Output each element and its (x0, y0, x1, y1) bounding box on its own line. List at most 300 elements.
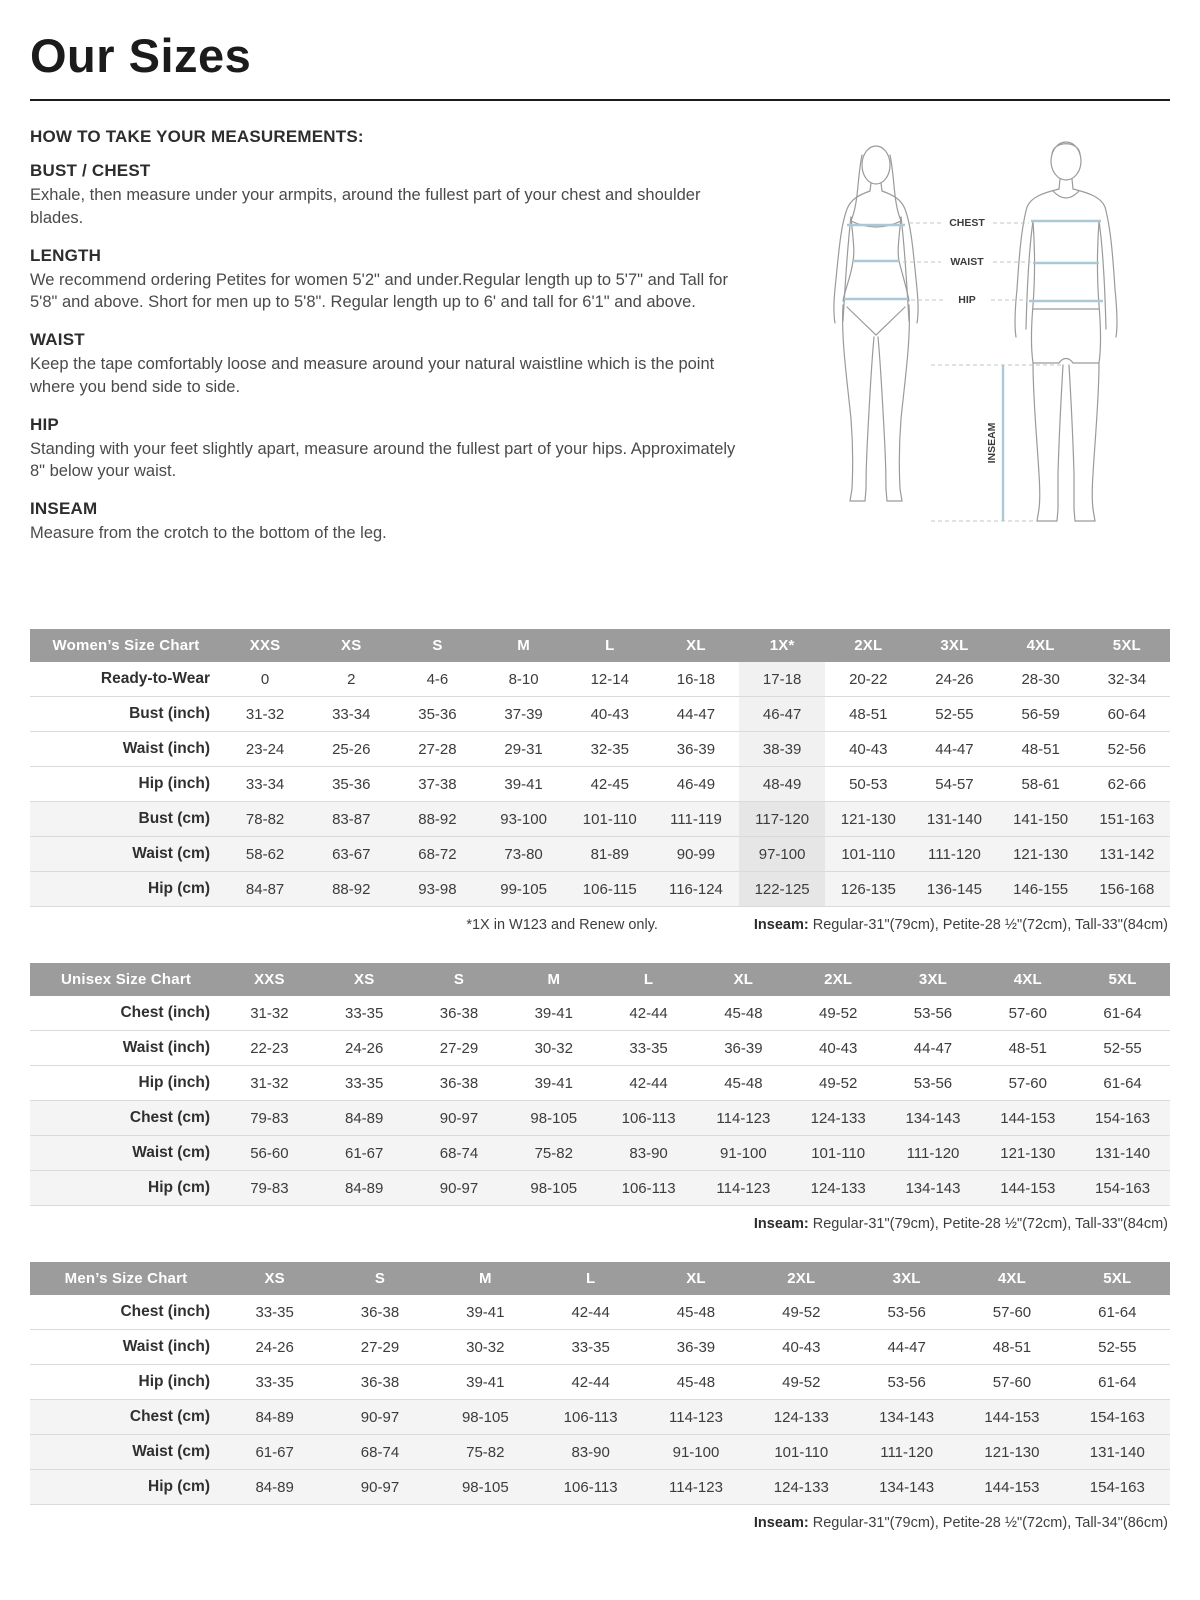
body-measurement-diagram-icon (781, 129, 1161, 599)
size-cell: 17-18 (739, 662, 825, 697)
chart-title: Women’s Size Chart (30, 629, 222, 662)
column-header: L (567, 629, 653, 662)
header-row (30, 1262, 1170, 1295)
size-cell: 36-38 (360, 1303, 400, 1321)
size-cell: 98-105 (461, 1408, 509, 1426)
table-row (30, 1031, 1170, 1066)
column-header: XS (308, 629, 394, 662)
row-label: Hip (inch) (138, 1074, 210, 1091)
size-cell: 122-125 (739, 872, 825, 907)
size-cell: 58-62 (245, 845, 285, 863)
size-cell: 90-97 (439, 1109, 479, 1127)
size-cell: 91-100 (672, 1443, 720, 1461)
instruction-hip (30, 415, 752, 484)
size-cell: 39-41 (534, 1074, 573, 1092)
size-cell: 83-90 (571, 1443, 610, 1461)
size-cell: 45-48 (724, 1074, 763, 1092)
unisex-chart-footnote (30, 1216, 1170, 1232)
size-cell: 63-67 (332, 845, 371, 863)
size-cell: 52-55 (1098, 1338, 1137, 1356)
header-row (30, 963, 1170, 996)
row-label: Bust (inch) (129, 705, 210, 722)
size-cell: 30-32 (534, 1039, 573, 1057)
size-cell: 33-35 (345, 1004, 384, 1022)
column-header: XXS (222, 629, 308, 662)
size-cell: 144-153 (1000, 1109, 1056, 1127)
size-cell: 40-43 (590, 705, 629, 723)
size-cell: 49-52 (782, 1303, 821, 1321)
size-cell: 124-133 (810, 1179, 866, 1197)
size-cell: 48-51 (1008, 1039, 1047, 1057)
size-cell: 33-34 (332, 705, 371, 723)
table-row (30, 872, 1170, 907)
size-cell: 45-48 (676, 1303, 716, 1321)
size-cell: 24-26 (255, 1338, 294, 1356)
row-label: Hip (inch) (138, 775, 210, 792)
size-cell: 30-32 (466, 1338, 505, 1356)
size-cell: 0 (260, 670, 270, 688)
size-cell: 61-67 (345, 1144, 384, 1162)
size-cell: 57-60 (1008, 1074, 1047, 1092)
size-cell: 121-130 (840, 810, 896, 828)
size-cell: 101-110 (841, 845, 896, 863)
size-cell: 27-28 (418, 740, 457, 758)
column-header: S (412, 963, 507, 996)
size-cell: 136-145 (926, 880, 982, 898)
size-cell: 114-123 (716, 1109, 771, 1127)
size-cell: 141-150 (1013, 810, 1069, 828)
size-cell: 101-110 (582, 810, 637, 828)
row-label: Hip (cm) (148, 1478, 210, 1495)
row-label: Hip (cm) (148, 880, 210, 897)
page-title: Our Sizes (30, 29, 252, 82)
size-cell: 124-133 (773, 1408, 829, 1426)
size-cell: 93-100 (500, 810, 547, 828)
size-cell: 75-82 (534, 1144, 573, 1162)
chart-title: Men’s Size Chart (30, 1262, 222, 1295)
instruction-inseam (30, 499, 752, 545)
size-cell: 42-45 (590, 775, 629, 793)
size-cell: 45-48 (676, 1373, 716, 1391)
table-row (30, 1295, 1170, 1330)
instruction-body: Keep the tape comfortably loose and measure around your natural waistline which is the point where you bend side to side. (30, 355, 715, 396)
table-row (30, 1136, 1170, 1171)
size-cell: 116-124 (668, 880, 723, 898)
size-cell: 36-38 (439, 1074, 479, 1092)
table-row (30, 1101, 1170, 1136)
size-cell: 156-168 (1099, 880, 1155, 898)
size-cell: 144-153 (984, 1478, 1040, 1496)
size-cell: 44-47 (676, 705, 716, 723)
row-label: Chest (cm) (129, 1109, 210, 1126)
size-cell: 106-113 (563, 1478, 618, 1496)
column-header: L (538, 1262, 643, 1295)
size-cell: 32-34 (1107, 670, 1147, 688)
size-cell: 93-98 (418, 880, 457, 898)
size-cell: 88-92 (332, 880, 371, 898)
mens-chart-footnote (30, 1515, 1170, 1531)
size-cell: 22-23 (250, 1039, 289, 1057)
size-cell: 99-105 (500, 880, 547, 898)
table-row (30, 1171, 1170, 1206)
size-cell: 36-39 (724, 1039, 763, 1057)
size-cell: 154-163 (1089, 1408, 1145, 1426)
column-header: 1X* (739, 629, 825, 662)
size-cell: 124-133 (773, 1478, 829, 1496)
instruction-title: BUST / CHEST (30, 161, 151, 180)
size-cell: 60-64 (1107, 705, 1147, 723)
chest-label: CHEST (949, 217, 985, 229)
size-cell: 84-87 (245, 880, 285, 898)
chart-title: Unisex Size Chart (30, 963, 222, 996)
column-header: L (601, 963, 696, 996)
table-row (30, 1330, 1170, 1365)
inseam-note (754, 917, 1168, 933)
size-cell: 40-43 (782, 1338, 821, 1356)
instruction-title: LENGTH (30, 245, 102, 265)
size-cell: 42-44 (629, 1074, 668, 1092)
row-label: Waist (inch) (122, 1039, 210, 1056)
size-cell: 68-74 (439, 1144, 479, 1162)
mens-size-chart-table (30, 1262, 1170, 1505)
size-cell: 91-100 (720, 1144, 767, 1162)
size-cell: 42-44 (629, 1004, 668, 1022)
size-cell: 98-105 (530, 1179, 578, 1197)
table-row (30, 1365, 1170, 1400)
size-cell: 111-120 (906, 1144, 960, 1162)
table-row (30, 767, 1170, 802)
size-cell: 49-52 (818, 1004, 858, 1022)
row-label: Waist (cm) (132, 845, 210, 862)
instruction-body: Exhale, then measure under your armpits, around the fullest part of your chest and shoulder blades. (30, 186, 701, 227)
column-header: XL (696, 963, 791, 996)
size-cell: 37-38 (418, 775, 457, 793)
inseam-note-text: Regular-31"(79cm), Petite-28 ½"(72cm), Tall-33"(84cm) (808, 1216, 1168, 1232)
table-row (30, 697, 1170, 732)
size-cell: 97-100 (739, 837, 825, 872)
one-x-note: *1X in W123 and Renew only. (466, 917, 658, 933)
size-cell: 39-41 (466, 1303, 505, 1321)
size-cell: 61-64 (1103, 1074, 1142, 1092)
row-label: Chest (cm) (129, 1408, 210, 1425)
size-cell: 33-35 (255, 1373, 294, 1391)
size-cell: 29-31 (504, 740, 543, 758)
column-header: 2XL (791, 963, 886, 996)
size-cell: 83-87 (332, 810, 371, 828)
size-cell: 106-113 (621, 1109, 676, 1127)
size-cell: 37-39 (504, 705, 543, 723)
size-cell: 33-34 (245, 775, 285, 793)
table-row (30, 662, 1170, 697)
size-cell: 44-47 (935, 740, 974, 758)
column-header: S (327, 1262, 432, 1295)
column-header: XL (653, 629, 739, 662)
inseam-note-label: Inseam: (753, 1216, 809, 1232)
column-header: 4XL (959, 1262, 1064, 1295)
size-cell: 27-29 (360, 1338, 400, 1356)
size-cell: 31-32 (245, 705, 285, 723)
size-cell: 36-38 (360, 1373, 400, 1391)
row-label: Chest (inch) (120, 1303, 210, 1320)
size-cell: 101-110 (774, 1443, 829, 1461)
inseam-note-text: Regular-31"(79cm), Petite-28 ½"(72cm), Tall-33"(84cm) (808, 917, 1168, 933)
size-cell: 131-140 (1089, 1443, 1145, 1461)
instruction-title: INSEAM (30, 499, 98, 519)
unisex-size-chart-table (30, 963, 1170, 1206)
table-row (30, 996, 1170, 1031)
size-cell: 126-135 (840, 880, 896, 898)
size-cell: 84-89 (345, 1179, 384, 1197)
size-cell: 54-57 (935, 775, 974, 793)
size-cell: 24-26 (935, 670, 974, 688)
size-cell: 131-140 (926, 810, 982, 828)
womens-size-chart-section (30, 629, 1170, 933)
size-cell: 12-14 (590, 670, 629, 688)
size-cell: 46-47 (739, 697, 825, 732)
size-cell: 49-52 (782, 1373, 821, 1391)
table-row (30, 1400, 1170, 1435)
size-cell: 39-41 (466, 1373, 505, 1391)
column-header: 5XL (1075, 963, 1170, 996)
table-row (30, 732, 1170, 767)
size-cell: 79-83 (250, 1179, 289, 1197)
table-row (30, 802, 1170, 837)
instructions-heading: HOW TO TAKE YOUR MEASUREMENTS: (30, 127, 364, 146)
inseam-note-label: Inseam: (753, 1515, 809, 1531)
table-row (30, 1435, 1170, 1470)
size-cell: 42-44 (571, 1373, 610, 1391)
instruction-body: Measure from the crotch to the bottom of the leg. (30, 524, 387, 543)
size-cell: 52-56 (1107, 740, 1147, 758)
instruction-title: HIP (30, 414, 59, 434)
size-cell: 98-105 (530, 1109, 578, 1127)
size-cell: 40-43 (818, 1039, 858, 1057)
size-cell: 151-163 (1099, 810, 1155, 828)
size-cell: 35-36 (418, 705, 457, 723)
size-cell: 61-64 (1103, 1004, 1142, 1022)
size-cell: 111-120 (880, 1443, 934, 1461)
mens-size-chart-section (30, 1262, 1170, 1531)
column-header: 2XL (749, 1262, 854, 1295)
waist-label: WAIST (950, 256, 984, 268)
size-cell: 90-97 (439, 1179, 479, 1197)
instructions-column (30, 127, 772, 561)
size-cell: 106-115 (582, 880, 637, 898)
size-cell: 154-163 (1095, 1179, 1151, 1197)
size-cell: 39-41 (534, 1004, 573, 1022)
womens-size-chart-table (30, 629, 1170, 907)
table-row (30, 1470, 1170, 1505)
column-header: 5XL (1065, 1262, 1170, 1295)
column-header: 3XL (854, 1262, 959, 1295)
size-cell: 44-47 (887, 1338, 926, 1356)
size-cell: 39-41 (504, 775, 543, 793)
size-cell: 31-32 (250, 1004, 289, 1022)
header-row (30, 629, 1170, 662)
size-cell: 50-53 (849, 775, 888, 793)
row-label: Waist (cm) (132, 1144, 210, 1161)
size-cell: 101-110 (811, 1144, 866, 1162)
size-cell: 134-143 (905, 1109, 961, 1127)
column-header: 5XL (1084, 629, 1170, 662)
instruction-title: WAIST (30, 330, 85, 350)
column-header: M (506, 963, 601, 996)
size-cell: 84-89 (255, 1408, 294, 1426)
size-cell: 68-72 (418, 845, 457, 863)
size-cell: 33-35 (345, 1074, 384, 1092)
size-cell: 131-142 (1099, 845, 1155, 863)
measurement-instructions-section (30, 127, 1170, 599)
instruction-body: We recommend ordering Petites for women 5'2" and under.Regular length up to 5'7" and Tall for 5'8" and above. Short for men up to 5'8". Regular length up to 6' and tall for 6'1" and above. (30, 270, 728, 312)
inseam-label: INSEAM (986, 422, 998, 464)
column-header: 4XL (998, 629, 1084, 662)
column-header: 2XL (825, 629, 911, 662)
size-cell: 57-60 (1008, 1004, 1047, 1022)
size-cell: 33-35 (255, 1303, 294, 1321)
size-cell: 33-35 (629, 1039, 668, 1057)
size-cell: 61-64 (1098, 1303, 1137, 1321)
size-cell: 154-163 (1095, 1109, 1151, 1127)
size-cell: 111-119 (670, 810, 722, 828)
size-cell: 53-56 (913, 1004, 953, 1022)
size-cell: 4-6 (426, 670, 449, 688)
size-cell: 46-49 (676, 775, 716, 793)
row-label: Hip (cm) (148, 1179, 210, 1196)
womens-chart-footnote (30, 917, 1170, 933)
instruction-bust-chest (30, 161, 752, 230)
size-cell: 134-143 (879, 1478, 935, 1496)
size-cell: 42-44 (571, 1303, 610, 1321)
column-header: 3XL (886, 963, 981, 996)
size-cell: 106-113 (621, 1179, 676, 1197)
size-cell: 124-133 (810, 1109, 866, 1127)
size-cell: 53-56 (887, 1303, 926, 1321)
size-cell: 48-51 (992, 1338, 1032, 1356)
instruction-length (30, 246, 752, 315)
size-cell: 62-66 (1107, 775, 1147, 793)
size-cell: 154-163 (1089, 1478, 1145, 1496)
size-cell: 38-39 (739, 732, 825, 767)
size-cell: 88-92 (418, 810, 457, 828)
size-cell: 75-82 (466, 1443, 505, 1461)
hip-label: HIP (958, 294, 976, 306)
size-cell: 84-89 (255, 1478, 294, 1496)
size-cell: 48-51 (1021, 740, 1060, 758)
size-cell: 36-39 (676, 1338, 716, 1356)
title-divider (30, 99, 1170, 101)
column-header: 4XL (980, 963, 1075, 996)
size-cell: 144-153 (1000, 1179, 1056, 1197)
size-cell: 90-97 (360, 1408, 400, 1426)
size-cell: 121-130 (984, 1443, 1040, 1461)
row-label: Waist (cm) (132, 1443, 210, 1460)
size-cell: 45-48 (724, 1004, 763, 1022)
size-cell: 28-30 (1021, 670, 1060, 688)
size-cell: 73-80 (504, 845, 543, 863)
row-label: Ready-to-Wear (100, 670, 210, 687)
size-cell: 78-82 (245, 810, 285, 828)
size-cell: 16-18 (676, 670, 716, 688)
inseam-note-text: Regular-31"(79cm), Petite-28 ½"(72cm), Tall-34"(86cm) (808, 1515, 1168, 1531)
column-header: S (394, 629, 480, 662)
size-cell: 57-60 (992, 1303, 1032, 1321)
size-cell: 79-83 (250, 1109, 289, 1127)
size-cell: 52-55 (1103, 1039, 1142, 1057)
size-cell: 114-123 (669, 1408, 723, 1426)
size-cell: 90-99 (676, 845, 716, 863)
size-cell: 48-51 (849, 705, 888, 723)
inseam-note (754, 1216, 1168, 1232)
size-cell: 106-113 (563, 1408, 618, 1426)
inseam-note (754, 1515, 1168, 1531)
size-cell: 131-140 (1095, 1144, 1151, 1162)
size-cell: 33-35 (571, 1338, 610, 1356)
column-header: XS (317, 963, 412, 996)
size-cell: 111-120 (928, 845, 981, 863)
size-cell: 49-52 (818, 1074, 858, 1092)
size-cell: 35-36 (332, 775, 371, 793)
size-cell: 121-130 (1013, 845, 1069, 863)
row-label: Bust (cm) (138, 810, 210, 827)
size-cell: 53-56 (887, 1373, 926, 1391)
column-header: XS (222, 1262, 327, 1295)
size-cell: 8-10 (508, 670, 539, 688)
row-label: Waist (inch) (122, 1338, 210, 1355)
size-cell: 114-123 (669, 1478, 723, 1496)
column-header: 3XL (911, 629, 997, 662)
table-row (30, 1066, 1170, 1101)
row-label: Chest (inch) (120, 1004, 210, 1021)
size-cell: 40-43 (849, 740, 888, 758)
size-cell: 61-67 (255, 1443, 294, 1461)
column-header: XXS (222, 963, 317, 996)
size-cell: 53-56 (913, 1074, 953, 1092)
size-cell: 56-59 (1021, 705, 1060, 723)
column-header: M (481, 629, 567, 662)
size-cell: 114-123 (716, 1179, 771, 1197)
table-row (30, 837, 1170, 872)
size-cell: 61-64 (1098, 1373, 1137, 1391)
size-cell: 2 (347, 670, 356, 688)
size-cell: 31-32 (250, 1074, 289, 1092)
unisex-size-chart-section (30, 963, 1170, 1232)
size-cell: 81-89 (590, 845, 629, 863)
size-cell: 90-97 (360, 1478, 400, 1496)
instruction-body: Standing with your feet slightly apart, measure around the fullest part of your hips. Approximately 8" below your waist. (30, 439, 736, 481)
size-cell: 134-143 (905, 1179, 961, 1197)
size-cell: 36-39 (676, 740, 716, 758)
size-cell: 20-22 (849, 670, 888, 688)
size-cell: 57-60 (992, 1373, 1032, 1391)
column-header: XL (643, 1262, 748, 1295)
size-cell: 117-120 (739, 802, 825, 837)
size-cell: 24-26 (345, 1039, 384, 1057)
column-header: M (433, 1262, 538, 1295)
size-cell: 23-24 (245, 740, 285, 758)
size-cell: 84-89 (345, 1109, 384, 1127)
size-cell: 134-143 (879, 1408, 935, 1426)
size-cell: 32-35 (590, 740, 629, 758)
size-cell: 44-47 (913, 1039, 953, 1057)
size-cell: 146-155 (1013, 880, 1069, 898)
size-cell: 98-105 (461, 1478, 509, 1496)
size-cell: 121-130 (1000, 1144, 1056, 1162)
size-cell: 144-153 (984, 1408, 1040, 1426)
inseam-note-label: Inseam: (753, 917, 809, 933)
size-cell: 83-90 (629, 1144, 668, 1162)
size-cell: 58-61 (1021, 775, 1060, 793)
instruction-waist (30, 330, 752, 399)
